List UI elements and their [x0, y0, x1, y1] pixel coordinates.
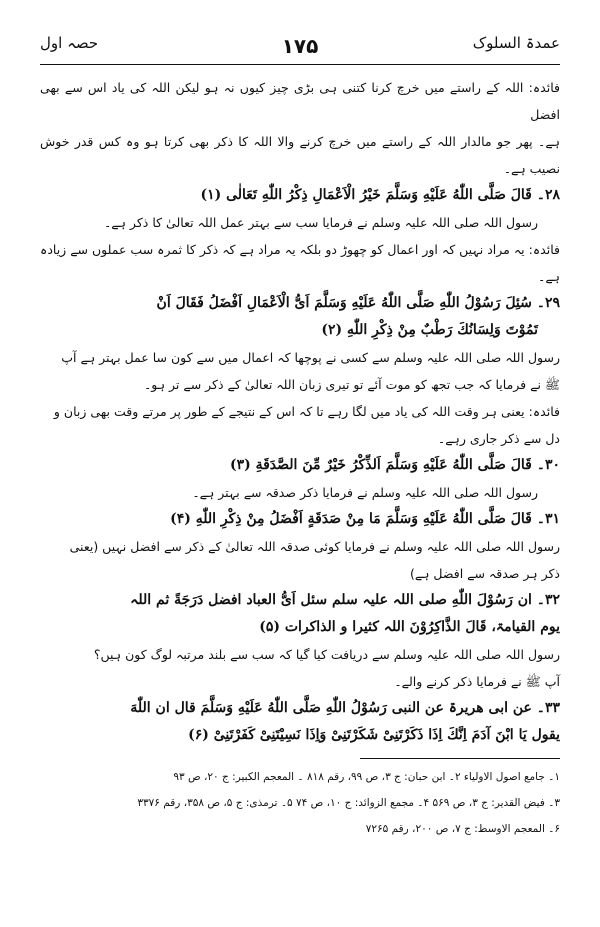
hadith-32-translation: رسول اللہ صلی اللہ علیہ وسلم سے دریافت کیا گیا کہ سب سے بلند مرتبہ لوگ کون ہیں؟ [93, 647, 560, 662]
footnote-line: ۳۔ فیض القدیر: ج ۳، ص ۵۶۹ ۴۔ مجمع الزوائد: ج ۱۰، ص ۷۴ ۵۔ ترمذی: ج ۵، ص ۳۵۸، رقم ۳۳۷۶ [137, 797, 560, 809]
book-title: عمدۃ السلوک [472, 34, 560, 52]
hadith-32-translation: آپ ﷺ نے فرمایا ذکر کرنے والے۔ [394, 674, 560, 689]
hadith-33-arabic-cont: يقول يَا ابْنَ آدَمَ اِنَّكَ اِذَا ذَكَرْتَنِیْ شَكَرْتَنِیْ وَاِذَا نَسِيْتَنِیْ كَفَرْتَنِیْ (۶) [188, 727, 560, 743]
hadith-31-translation: رسول اللہ صلی اللہ علیہ وسلم نے فرمایا کوئی صدقہ اللہ تعالیٰ کے ذکر سے افضل نہیں (یعنی [69, 539, 560, 554]
footnote-line: ۱۔ جامع اصول الاولیاء ۲۔ ابن حبان: ج ۳، ص ۹۹، رقم ۸۱۸ ۔ المعجم الکبیر: ج ۲۰، ص ۹۳ [173, 771, 560, 783]
hadith-29-translation: رسول اللہ صلی اللہ علیہ وسلم سے کسی نے پوچھا کہ اعمال میں سے کون سا عمل بہتر ہے آپ [61, 350, 560, 365]
book-page [40, 20, 560, 900]
header-rule [40, 64, 560, 65]
hadith-28-arabic: ۲۸۔ قَالَ صَلَّى اللّٰهُ عَلَيْهِ وَسَلَّمَ خَيْرُ الْاَعْمَالِ ذِكْرُ اللّٰهِ تَعَالٰى (۱) [200, 187, 560, 203]
note-line: ہے۔ پھر جو مالدار اللہ کے راستے میں خرچ کرنے والا اللہ کا ذکر بھی کرتا ہو وہ کس قدر خوش نصیب ہے۔ [40, 134, 560, 176]
footnotes [40, 764, 560, 842]
hadith-32-arabic: ۳۲۔ ان رَسُوْلَ اللّٰهِ صلی اللہ علیہ سلم سئل اَیُّ العباد افضل دَرَجَةً ثم اللہ [130, 592, 560, 608]
footnote-line: ۶۔ المعجم الاوسط: ج ۷، ص ۲۰۰، رقم ۷۲۶۵ [365, 823, 560, 835]
page-body [40, 74, 560, 749]
note-line: فائدہ: یعنی ہر وقت اللہ کی یاد میں لگا رہے تا کہ اس کے نتیجے کے طور پر مرتے وقت بھی زبان و [53, 404, 560, 419]
hadith-29-arabic-cont: تَمُوْتَ وَلِسَانُكَ رَطْبٌ مِنْ ذِكْرِ اللّٰهِ (۲) [321, 322, 538, 338]
note-line: فائدہ: اللہ کے راستے میں خرچ کرنا کتنی ہی بڑی چیز کیوں نہ ہو لیکن اللہ کی یاد اس سے بھی افضل [40, 80, 560, 122]
footnote-rule [360, 758, 560, 759]
hadith-29-arabic: ۲۹۔ سُئِلَ رَسُوْلُ اللّٰهِ صَلَّى اللّٰهُ عَلَيْهِ وَسَلَّمَ اَیُّ الْاَعْمَالِ اَفْضَلُ فَقَالَ اَنْ [156, 295, 560, 311]
part-label: حصہ اول [40, 34, 99, 52]
hadith-30-arabic: ۳۰۔ قَالَ صَلَّى اللّٰهُ عَلَيْهِ وَسَلَّمَ اَلذِّكْرُ خَيْرٌ مِّنَ الصَّدَقَةِ (۳) [229, 457, 560, 473]
hadith-29-translation: ﷺ نے فرمایا کہ جب تجھ کو موت آئے تو تیری زبان اللہ تعالیٰ کے ذکر سے تر ہو۔ [143, 377, 560, 392]
hadith-31-translation: ذکر ہر صدقہ سے افضل ہے) [409, 566, 560, 581]
hadith-33-arabic: ۳۳۔ عن ابی ھریرۃ عن النبی رَسُوْلُ اللّٰهِ صَلَّى اللّٰهُ عَلَيْهِ وَسَلَّمَ قال ان اللّٰهَ [130, 700, 560, 716]
hadith-28-translation: رسول اللہ صلی اللہ علیہ وسلم نے فرمایا سب سے بہتر عمل اللہ تعالیٰ کا ذکر ہے۔ [103, 215, 538, 230]
hadith-31-arabic: ۳۱۔ قَالَ صَلَّى اللّٰهُ عَلَيْهِ وَسَلَّمَ مَا مِنْ صَدَقَةٍ اَفْضَلُ مِنْ ذِكْرِ اللّٰهِ (۴) [170, 511, 560, 527]
note-line: فائدہ: یہ مراد نہیں کہ اور اعمال کو چھوڑ دو بلکہ یہ مراد ہے کہ ذکر کا ثمرہ سب عملوں سے زیادہ ہے۔ [40, 242, 560, 284]
note-line: دل سے ذکر جاری رہے۔ [437, 431, 560, 446]
page-header [40, 34, 560, 60]
hadith-30-translation: رسول اللہ صلی اللہ علیہ وسلم نے فرمایا ذکر صدقہ سے بہتر ہے۔ [192, 485, 538, 500]
page-number: ۱۷۵ [281, 34, 319, 58]
hadith-32-arabic-cont: یوم القیامۃ، قَالَ الذَّاكِرُوْنَ اللہ کثیرا و الذاکرات (۵) [259, 619, 560, 635]
